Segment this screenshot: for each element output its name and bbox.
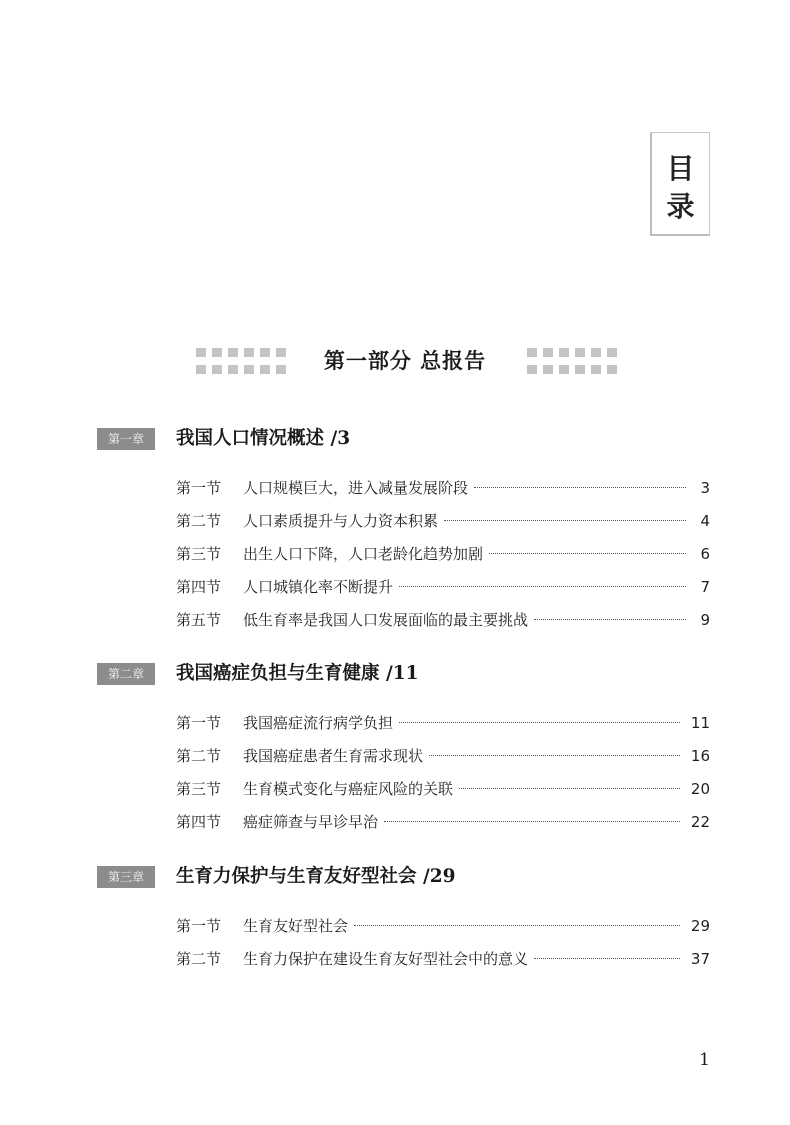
toc-entry[interactable] [176,744,710,768]
section-title: 人口素质提升与人力资本积累 [243,512,439,530]
toc-entry[interactable] [176,542,710,566]
chapter-label: 第一章 [97,428,155,450]
part-title: 第一部分 总报告 [323,349,487,373]
decorative-squares-right [527,348,617,374]
section-number: 第二节 [176,747,222,765]
toc-heading-box [650,132,710,236]
toc-entry[interactable] [176,476,710,500]
section-title: 癌症筛查与早诊早治 [243,813,379,831]
section-number: 第一节 [176,714,222,732]
section-number: 第三节 [176,545,222,563]
section-page: 4 [700,512,710,530]
section-page: 11 [690,714,710,732]
toc-entry[interactable] [176,810,710,834]
section-number: 第二节 [176,950,222,968]
section-page: 6 [700,545,710,563]
section-title: 我国癌症患者生育需求现状 [243,747,424,765]
section-number: 第二节 [176,512,222,530]
decorative-squares-left [196,348,286,374]
dot-leader [459,788,680,789]
dot-leader [384,821,680,822]
toc-entry[interactable] [176,711,710,735]
toc-entry[interactable] [176,608,710,632]
chapter-label: 第三章 [97,866,155,888]
toc-entry[interactable] [176,914,710,938]
dot-leader [399,586,686,587]
dot-leader [354,925,680,926]
section-number: 第四节 [176,578,222,596]
section-page: 20 [690,780,710,798]
toc-entry[interactable] [176,575,710,599]
section-title: 人口规模巨大，进入减量发展阶段 [243,479,469,497]
section-page: 3 [700,479,710,497]
section-page: 29 [690,917,710,935]
section-title: 人口城镇化率不断提升 [243,578,394,596]
section-page: 16 [690,747,710,765]
toc-entry[interactable] [176,509,710,533]
toc-heading-char-2: 录 [666,190,695,223]
section-number: 第五节 [176,611,222,629]
dot-leader [474,487,686,488]
section-number: 第四节 [176,813,222,831]
dot-leader [444,520,686,521]
section-title: 生育友好型社会 [243,917,349,935]
section-title: 我国癌症流行病学负担 [243,714,394,732]
section-title: 低生育率是我国人口发展面临的最主要挑战 [243,611,529,629]
dot-leader [489,553,686,554]
dot-leader [534,619,686,620]
section-number: 第一节 [176,479,222,497]
section-title: 生育模式变化与癌症风险的关联 [243,780,454,798]
dot-leader [399,722,680,723]
chapter-label: 第二章 [97,663,155,685]
toc-heading-char-1: 目 [666,152,695,185]
chapter-title[interactable]: 我国癌症负担与生育健康 /11 [176,663,419,684]
section-page: 37 [690,950,710,968]
part-heading-row [0,343,790,379]
chapter-title[interactable]: 生育力保护与生育友好型社会 /29 [176,866,456,887]
section-number: 第三节 [176,780,222,798]
chapter-title[interactable]: 我国人口情况概述 /3 [176,428,351,449]
chapter-3-heading [0,863,790,893]
section-page: 9 [700,611,710,629]
section-page: 7 [700,578,710,596]
section-title: 生育力保护在建设生育友好型社会中的意义 [243,950,529,968]
dot-leader [534,958,680,959]
page-number: 1 [699,1050,710,1070]
dot-leader [429,755,680,756]
section-number: 第一节 [176,917,222,935]
section-title: 出生人口下降，人口老龄化趋势加剧 [243,545,484,563]
section-page: 22 [690,813,710,831]
chapter-1-heading [0,425,790,455]
toc-entry[interactable] [176,777,710,801]
toc-entry[interactable] [176,947,710,971]
chapter-2-heading [0,660,790,690]
